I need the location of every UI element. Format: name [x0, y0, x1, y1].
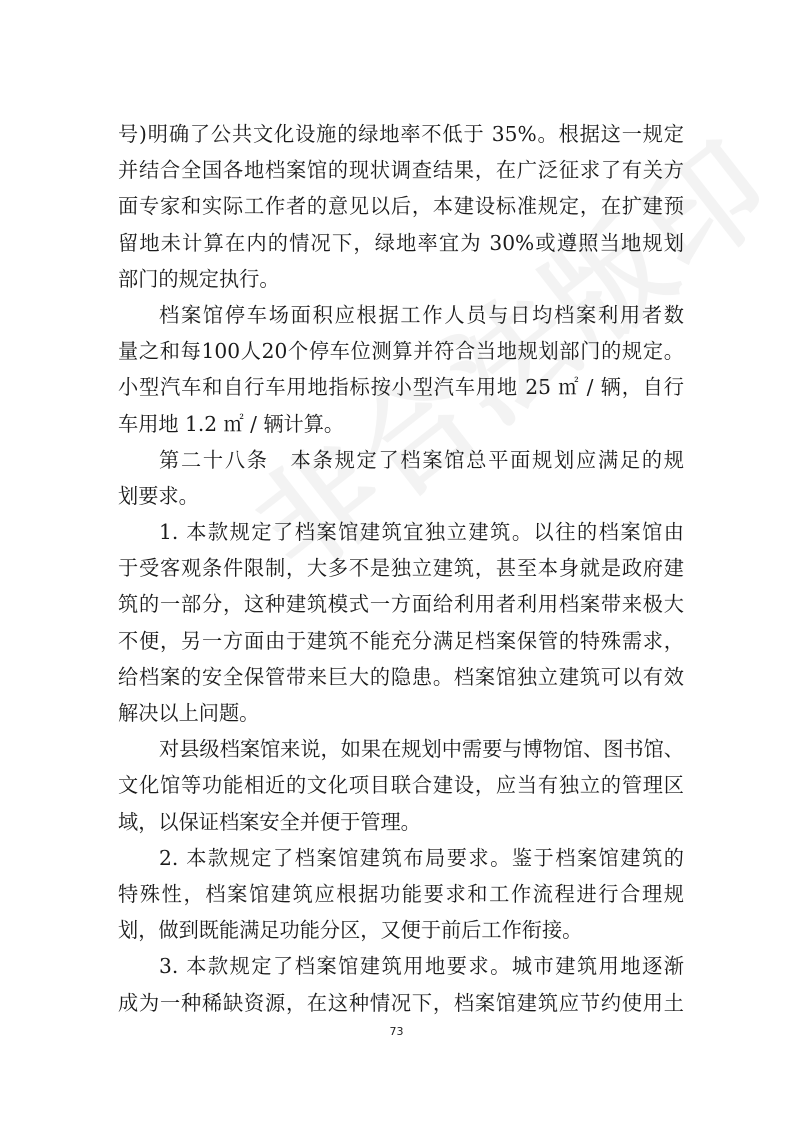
text-line: 不便，另一方面由于建筑不能充分满足档案保管的特殊需求，	[118, 628, 684, 653]
text-line: 并结合全国各地档案馆的现状调查结果，在广泛征求了有关方	[118, 158, 684, 183]
page-number: 73	[389, 1025, 404, 1038]
paragraph-item-1	[118, 514, 684, 731]
text-line: 号)明确了公共文化设施的绿地率不低于 35%。根据这一规定	[118, 122, 684, 146]
text-line: 文化馆等功能相近的文化项目联合建设，应当有独立的管理区	[118, 773, 684, 798]
text-line: 留地未计算在内的情况下，绿地率宜为 30%或遵照当地规划	[118, 230, 684, 255]
text-line: 面专家和实际工作者的意见以后，本建设标准规定，在扩建预	[118, 194, 684, 219]
text-line: 筑的一部分，这种建筑模式一方面给利用者利用档案带来极大	[118, 592, 684, 617]
paragraph-county-archives	[118, 731, 684, 840]
paragraph-item-2	[118, 840, 684, 949]
text-line: 档案馆停车场面积应根据工作人员与日均档案利用者数	[159, 302, 684, 327]
text-line: 3. 本款规定了档案馆建筑用地要求。城市建筑用地逐渐	[159, 954, 684, 979]
text-line: 量之和每100人20个停车位测算并符合当地规划部门的规定。	[118, 339, 684, 364]
text-line: 对县级档案馆来说，如果在规划中需要与博物馆、图书馆、	[159, 737, 684, 762]
text-line: 车用地 1.2 ㎡ / 辆计算。	[118, 411, 345, 436]
text-line: 特殊性，档案馆建筑应根据功能要求和工作流程进行合理规	[118, 881, 684, 906]
text-line: 1. 本款规定了档案馆建筑宜独立建筑。以往的档案馆由	[159, 520, 684, 545]
text-line: 第二十八条 本条规定了档案馆总平面规划应满足的规	[159, 447, 684, 472]
text-line: 部门的规定执行。	[118, 266, 280, 291]
paragraph-item-3	[118, 948, 684, 1020]
text-line: 2. 本款规定了档案馆建筑布局要求。鉴于档案馆建筑的	[159, 845, 684, 870]
text-line: 解决以上问题。	[118, 701, 260, 725]
text-line: 于受客观条件限制，大多不是独立建筑，甚至本身就是政府建	[118, 556, 684, 581]
text-line: 划，做到既能满足功能分区，又便于前后工作衔接。	[118, 918, 583, 943]
paragraph-green-ratio	[118, 116, 684, 297]
text-line: 划要求。	[118, 483, 199, 508]
text-line: 给档案的安全保管带来巨大的隐患。档案馆独立建筑可以有效	[118, 664, 684, 689]
paragraph-article-28	[118, 442, 684, 514]
text-line: 域，以保证档案安全并便于管理。	[118, 809, 421, 834]
body-text	[118, 116, 684, 1021]
paragraph-parking	[118, 297, 684, 442]
text-line: 成为一种稀缺资源，在这种情况下，档案馆建筑应节约使用土	[118, 990, 684, 1015]
text-line: 小型汽车和自行车用地指标按小型汽车用地 25 ㎡ / 辆，自行	[118, 375, 684, 400]
